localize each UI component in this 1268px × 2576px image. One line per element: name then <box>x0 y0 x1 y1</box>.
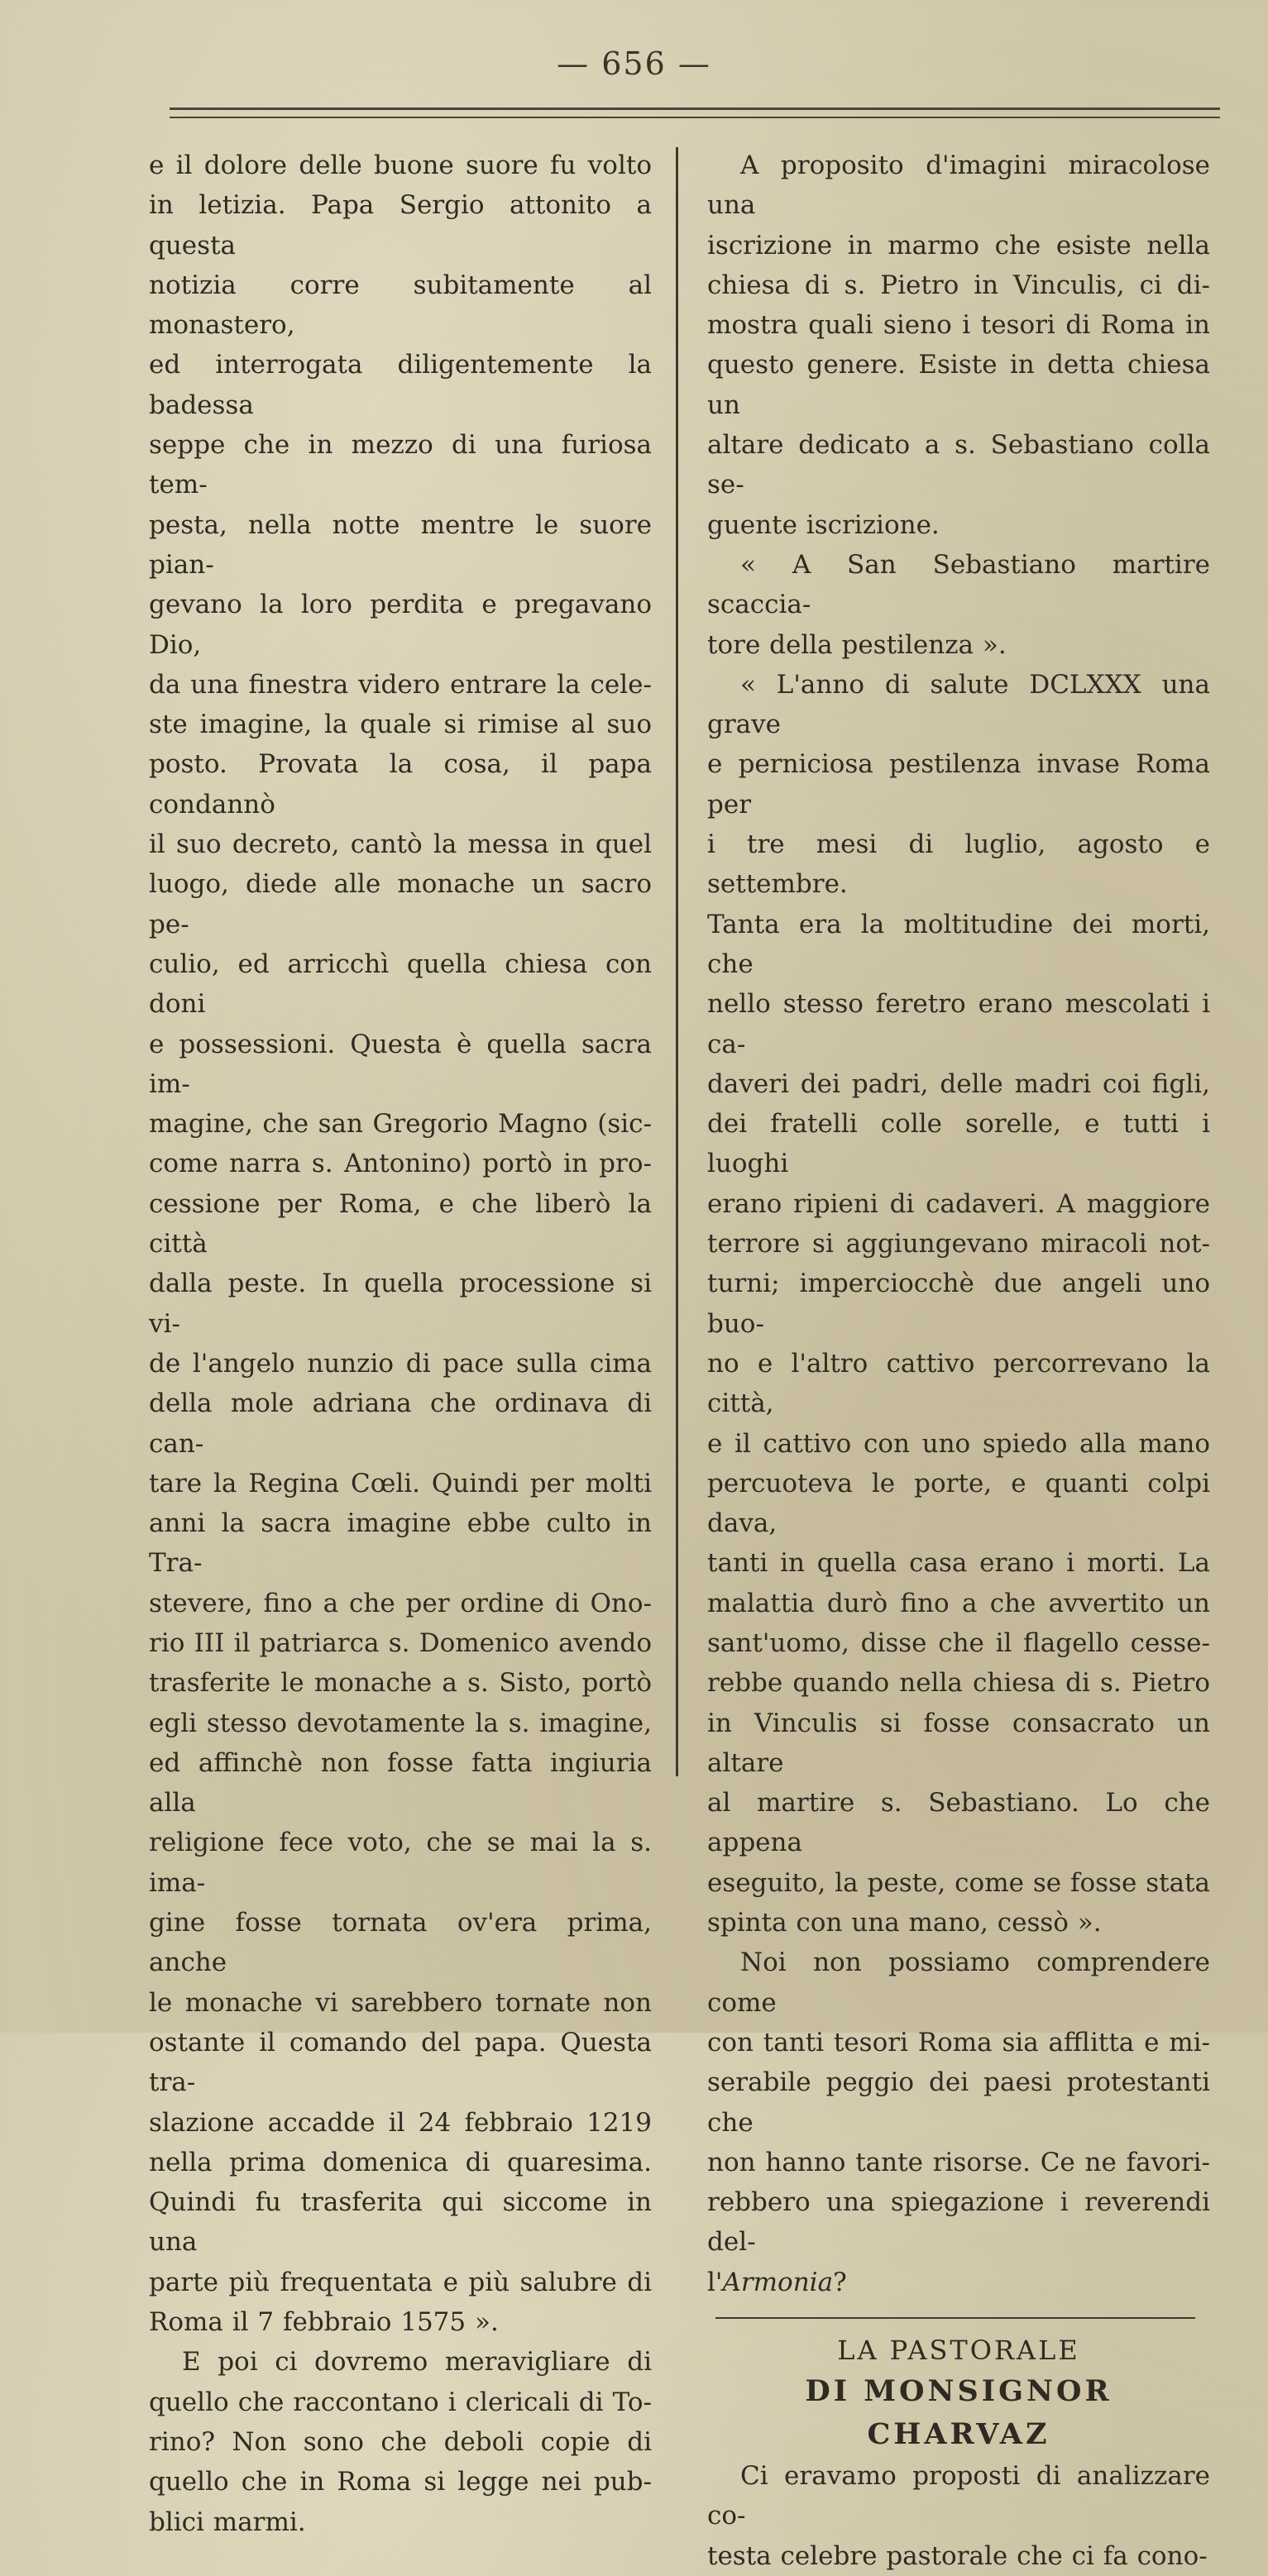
text-line: come narra s. Antonino) portò in pro- <box>149 1149 652 1179</box>
text-line: de l'angelo nunzio di pace sulla cima <box>149 1348 652 1379</box>
text-line: « L'anno di salute DCLXXX una grave <box>707 669 1210 740</box>
text-line: cessione per Roma, e che liberò la città <box>149 1188 652 1259</box>
text-line: erano ripieni di cadaveri. A maggiore <box>707 1188 1210 1219</box>
text-line: e perniciosa pestilenza invase Roma per <box>707 749 1210 820</box>
left-column <box>149 146 652 2542</box>
section-title: LA PASTORALE <box>837 2335 1080 2367</box>
text-line: tare la Regina Cœli. Quindi per molti <box>149 1468 652 1498</box>
paragraph <box>707 146 1210 545</box>
text-line: chiesa di s. Pietro in Vinculis, ci di- <box>707 270 1210 300</box>
text-line: rio III il patriarca s. Domenico avendo <box>149 1627 652 1658</box>
text-line: Tanta era la moltitudine dei morti, che <box>707 909 1210 979</box>
text-line: non hanno tante risorse. Ce ne favori- <box>707 2147 1210 2177</box>
page-number: — 656 — <box>557 45 711 82</box>
text-line: no e l'altro cattivo percorrevano la città, <box>707 1348 1210 1419</box>
text-line: le monache vi sarebbero tornate non <box>149 1987 652 2018</box>
right-column <box>707 146 1210 2576</box>
section-subtitle: DI MONSIGNOR CHARVAZ <box>805 2374 1112 2452</box>
text-line: trasferite le monache a s. Sisto, portò <box>149 1668 652 1699</box>
text-line: blici marmi. <box>149 2507 306 2537</box>
text-line: quello che in Roma si legge nei pub- <box>149 2467 652 2497</box>
paragraph <box>707 665 1210 1943</box>
paragraph <box>149 2342 652 2541</box>
text-line: culio, ed arricchì quella chiesa con doni <box>149 949 652 1020</box>
text-line: notizia corre subitamente al monastero, <box>149 270 652 341</box>
text-line: daveri dei padri, delle madri coi figli, <box>707 1068 1210 1099</box>
text-line: slazione accadde il 24 febbraio 1219 <box>149 2107 652 2138</box>
text-line: sant'uomo, disse che il flagello cesse- <box>707 1627 1210 1658</box>
text-line: in letizia. Papa Sergio attonito a questa <box>149 190 652 260</box>
text-line: Noi non possiamo comprendere come <box>707 1948 1210 2018</box>
line-suffix: ? <box>833 2267 847 2297</box>
text-line: nello stesso feretro erano mescolati i ca- <box>707 989 1210 1059</box>
text-line: E poi ci dovremo meravigliare di <box>182 2347 652 2378</box>
text-line: dalla peste. In quella processione si vi- <box>149 1269 652 1339</box>
text-line: religione fece voto, che se mai la s. ima- <box>149 1828 652 1898</box>
text-line: da una finestra videro entrare la cele- <box>149 669 652 700</box>
text-line: questo genere. Esiste in detta chiesa un <box>707 350 1210 420</box>
section-rule <box>715 2317 1195 2319</box>
text-line: parte più frequentata e più salubre di <box>149 2267 652 2297</box>
paragraph <box>707 2456 1210 2576</box>
text-line: gine fosse tornata ov'era prima, anche <box>149 1908 652 1978</box>
text-line: A proposito d'imagini miracolose una <box>707 151 1210 221</box>
text-line: terrore si aggiungevano miracoli not- <box>707 1229 1210 1259</box>
text-line: spinta con una mano, cessò ». <box>707 1908 1102 1938</box>
journal-name: Armonia <box>722 2267 834 2297</box>
text-line: e il dolore delle buone suore fu volto <box>149 151 652 180</box>
text-line: malattia durò fino a che avvertito un <box>707 1588 1210 1618</box>
header-rule <box>170 108 1220 118</box>
text-line: ste imagine, la quale si rimise al suo <box>149 710 652 740</box>
text-line: ed interrogata diligentemente la badessa <box>149 350 652 420</box>
text-line: magine, che san Gregorio Magno (sic- <box>149 1109 652 1140</box>
text-line: gevano la loro perdita e pregavano Dio, <box>149 590 652 660</box>
text-line <box>707 2263 1210 2302</box>
line-prefix: l' <box>707 2267 723 2297</box>
text-line: tore della pestilenza ». <box>707 629 1007 660</box>
text-line: luogo, diede alle monache un sacro pe- <box>149 869 652 939</box>
text-line: mostra quali sieno i tesori di Roma in <box>707 310 1210 341</box>
text-line: altare dedicato a s. Sebastiano colla se- <box>707 430 1210 500</box>
text-line: e il cattivo con uno spiedo alla mano <box>707 1428 1210 1459</box>
text-line: Ci eravamo proposti di analizzare co- <box>707 2461 1210 2531</box>
paragraph <box>707 545 1210 665</box>
text-line: « A San Sebastiano martire scaccia- <box>707 549 1210 620</box>
text-line: in Vinculis si fosse consacrato un altare <box>707 1708 1210 1778</box>
text-line: rebbero una spiegazione i reverendi del- <box>707 2187 1210 2258</box>
text-line: della mole adriana che ordinava di can- <box>149 1388 652 1459</box>
text-line: egli stesso devotamente la s. imagine, <box>149 1708 652 1738</box>
text-line: rebbe quando nella chiesa di s. Pietro <box>707 1668 1210 1699</box>
text-line: anni la sacra imagine ebbe culto in Tra- <box>149 1508 652 1579</box>
paragraph <box>149 146 652 2342</box>
text-line: e possessioni. Questa è quella sacra im- <box>149 1029 652 1099</box>
text-line: ed affinchè non fosse fatta ingiuria alla <box>149 1747 652 1818</box>
text-line: dei fratelli colle sorelle, e tutti i luoghi <box>707 1109 1210 1179</box>
text-line: rino? Non sono che deboli copie di <box>149 2426 652 2457</box>
text-line: il suo decreto, cantò la messa in quel <box>149 829 652 860</box>
text-line: stevere, fino a che per ordine di Ono- <box>149 1588 652 1618</box>
text-line: pesta, nella notte mentre le suore pian- <box>149 509 652 580</box>
text-line: Roma il 7 febbraio 1575 ». <box>149 2307 499 2338</box>
text-line: serabile peggio dei paesi protestanti che <box>707 2067 1210 2138</box>
text-line: testa celebre pastorale che ci fa cono- <box>707 2540 1208 2571</box>
column-divider <box>676 147 678 1776</box>
text-line: seppe che in mezzo di una furiosa tem- <box>149 430 652 500</box>
text-line: turni; imperciocchè due angeli uno buo- <box>707 1269 1210 1339</box>
text-line: quello che raccontano i clericali di To- <box>149 2387 652 2417</box>
text-line: guente iscrizione. <box>707 509 940 540</box>
text-line: posto. Provata la cosa, il papa condannò <box>149 749 652 820</box>
text-line: ostante il comando del papa. Questa tra- <box>149 2027 652 2098</box>
text-line: al martire s. Sebastiano. Lo che appena <box>707 1788 1210 1858</box>
text-line: Quindi fu trasferita qui siccome in una <box>149 2187 652 2258</box>
text-line: con tanti tesori Roma sia afflitta e mi- <box>707 2027 1210 2057</box>
text-line: tanti in quella casa erano i morti. La <box>707 1548 1210 1579</box>
text-line: iscrizione in marmo che esiste nella <box>707 230 1210 260</box>
text-line: percuoteva le porte, e quanti colpi dava, <box>707 1468 1210 1539</box>
paragraph <box>707 1943 1210 2302</box>
text-line: eseguito, la peste, come se fosse stata <box>707 1867 1210 1898</box>
text-line: nella prima domenica di quaresima. <box>149 2147 652 2177</box>
text-line: i tre mesi di luglio, agosto e settembre. <box>707 829 1210 900</box>
